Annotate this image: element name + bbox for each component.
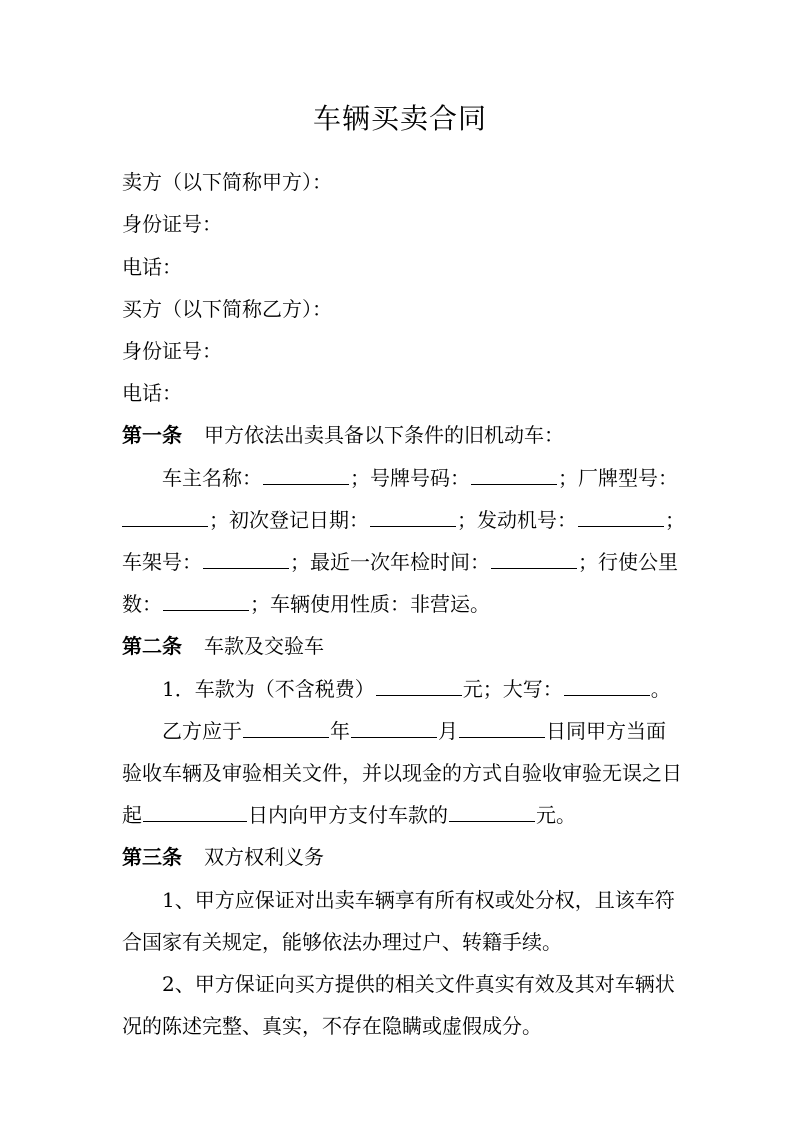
brand-model-blank[interactable]: [122, 506, 208, 527]
seller-label: 卖方（以下简称甲方）：: [122, 170, 332, 194]
p1-end: 。: [650, 677, 671, 701]
price-label: 1．车款为（不含税费）: [162, 677, 375, 701]
buyer-label: 买方（以下简称乙方）：: [122, 297, 332, 321]
buyer-phone-label: 电话：: [122, 381, 182, 405]
plate-number-label: ；号牌号码：: [350, 466, 470, 490]
price-blank[interactable]: [376, 675, 462, 696]
price-uppercase-blank[interactable]: [564, 675, 650, 696]
frame-number-label: 车架号：: [122, 550, 202, 574]
day-blank[interactable]: [459, 717, 545, 738]
brand-model-label: ；厂牌型号：: [558, 466, 678, 490]
day-label: 日同甲方当面: [546, 719, 666, 743]
yuan-label: 元。: [536, 803, 576, 827]
engine-number-blank[interactable]: [578, 506, 664, 527]
article1-line4: [122, 590, 682, 618]
article3-p1-line2: 合国家有关规定，能够依法办理过户、转籍手续。: [122, 930, 562, 954]
article3-p2-line2: 况的陈述完整、真实，不存在隐瞒或虚假成分。: [122, 1014, 542, 1038]
article1-line1: [162, 464, 682, 492]
article2-text: 车款及交验车: [204, 634, 324, 658]
article2-heading-line: [122, 632, 682, 660]
line2-end: ；: [665, 508, 685, 532]
article3-text: 双方权利义务: [204, 845, 324, 869]
month-blank[interactable]: [351, 717, 437, 738]
inspection-time-blank[interactable]: [491, 548, 577, 569]
article3-p1-line1: 1、甲方应保证对出卖车辆享有所有权或处分权，且该车符: [162, 888, 675, 912]
article2-p2-line2: 验收车辆及审验相关文件，并以现金的方式自验收审验无误之日: [122, 761, 682, 785]
pay-label: 日内向甲方支付车款的: [248, 803, 448, 827]
article1-text: 甲方依法出卖具备以下条件的旧机动车：: [204, 423, 564, 447]
article2-p1: [162, 675, 682, 703]
payment-amount-blank[interactable]: [449, 801, 535, 822]
plate-number-blank[interactable]: [471, 464, 557, 485]
first-registration-label: ；初次登记日期：: [209, 508, 369, 532]
article3-heading-line: [122, 843, 682, 871]
inspection-time-label: ；最近一次年检时间：: [290, 550, 490, 574]
article1-line2: [122, 506, 685, 534]
usage-nature-text: ；车辆使用性质：非营运。: [250, 592, 490, 616]
buyer-id-label: 身份证号：: [122, 339, 222, 363]
article2-heading: 第二条: [122, 634, 182, 658]
year-label: 年: [330, 719, 350, 743]
seller-id-label: 身份证号：: [122, 212, 222, 236]
year-blank[interactable]: [243, 717, 329, 738]
from-label: 起: [122, 803, 142, 827]
seller-phone-label: 电话：: [122, 255, 182, 279]
article2-p2-line3: [122, 801, 682, 829]
article1-line3: [122, 548, 682, 576]
owner-name-blank[interactable]: [263, 464, 349, 485]
days-blank[interactable]: [143, 801, 247, 822]
article1-heading: 第一条: [122, 423, 182, 447]
article1-heading-line: [122, 421, 682, 449]
document-title: 车辆买卖合同: [312, 102, 487, 135]
month-label: 月: [438, 719, 458, 743]
mileage-label: ；行使公里: [578, 550, 678, 574]
owner-name-label: 车主名称：: [162, 466, 262, 490]
buyer-should-label: 乙方应于: [162, 719, 242, 743]
mileage-blank[interactable]: [163, 590, 249, 611]
price-uppercase-label: 元；大写：: [462, 677, 563, 701]
article2-p2-line1: [162, 717, 682, 745]
article3-heading: 第三条: [122, 845, 182, 869]
frame-number-blank[interactable]: [203, 548, 289, 569]
engine-number-label: ；发动机号：: [457, 508, 577, 532]
mileage-label-end: 数：: [122, 592, 162, 616]
article3-p2-line1: 2、甲方保证向买方提供的相关文件真实有效及其对车辆状: [162, 972, 675, 996]
first-registration-blank[interactable]: [370, 506, 456, 527]
